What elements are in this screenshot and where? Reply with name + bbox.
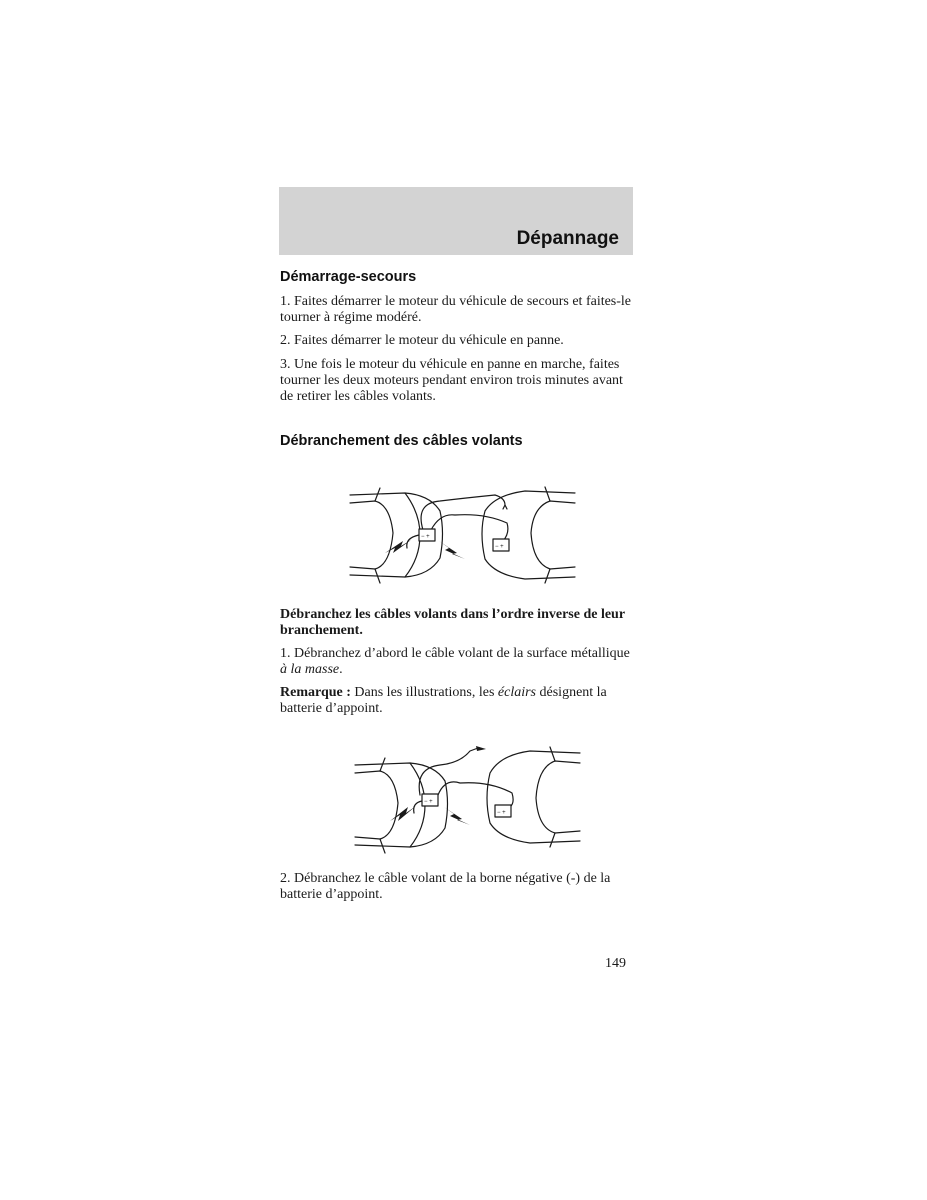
- battery-terminal-label: − +: [497, 810, 506, 816]
- note-text-2: désignent la batterie d’appoint.: [280, 685, 607, 716]
- left-car-windshield: [355, 771, 398, 839]
- lightning-bolt-icon: [390, 806, 416, 821]
- jumper-cable-2: [438, 782, 513, 807]
- jumper-cable-1: [419, 748, 478, 795]
- cable-clamp-icon: [476, 746, 486, 751]
- step-paragraph-1: 1. Faites démarrer le moteur du véhicule de secours et faites-le tourner à régime modéré.: [280, 294, 632, 325]
- note-italic-term: éclairs: [497, 685, 537, 700]
- disconnect-step-1: [280, 646, 632, 678]
- lightning-bolt-icon: [439, 541, 465, 559]
- jump-start-illustration-1: [345, 483, 580, 588]
- note-text-1: Dans les illustrations, les: [350, 685, 498, 700]
- right-car-body: [487, 751, 580, 843]
- right-car-windshield: [531, 501, 575, 569]
- section-heading-jump-start: Démarrage-secours: [280, 269, 417, 285]
- note-paragraph: [280, 685, 632, 717]
- step-paragraph-3: 3. Une fois le moteur du véhicule en panne en marche, faites tourner les deux moteurs pendant environ trois minutes avant de retirer les câbles volants.: [280, 357, 623, 404]
- lightning-bolt-icon: [444, 807, 470, 825]
- disconnect-step-2: 2. Débranchez le câble volant de la borne négative (-) de la batterie d’appoint.: [280, 871, 611, 902]
- chapter-header-band: [279, 187, 633, 255]
- disconnect-step-1-text: 1. Débranchez d’abord le câble volant de la surface métallique: [280, 646, 630, 661]
- battery-terminal-label: − +: [495, 544, 504, 550]
- battery-terminal-label: − +: [424, 799, 433, 805]
- chapter-title: Dépannage: [516, 228, 619, 249]
- jump-start-illustration-2: [350, 743, 585, 858]
- left-car-windshield: [350, 501, 393, 569]
- right-car-body: [482, 491, 575, 579]
- page-number: 149: [605, 956, 626, 971]
- disconnect-step-1-end: .: [339, 662, 343, 677]
- step-paragraph-2: 2. Faites démarrer le moteur du véhicule en panne.: [280, 333, 564, 348]
- ground-term: à la masse: [280, 662, 340, 677]
- cable-clamp-icon: [503, 505, 507, 509]
- note-label: Remarque :: [280, 685, 351, 700]
- disconnect-order-instruction: Débranchez les câbles volants dans l’ordre inverse de leur branchement.: [280, 607, 625, 638]
- jumper-cable-3: [414, 801, 422, 813]
- battery-terminal-label: − +: [421, 534, 430, 540]
- right-car-windshield: [536, 761, 580, 833]
- section-heading-disconnect: Débranchement des câbles volants: [280, 433, 523, 449]
